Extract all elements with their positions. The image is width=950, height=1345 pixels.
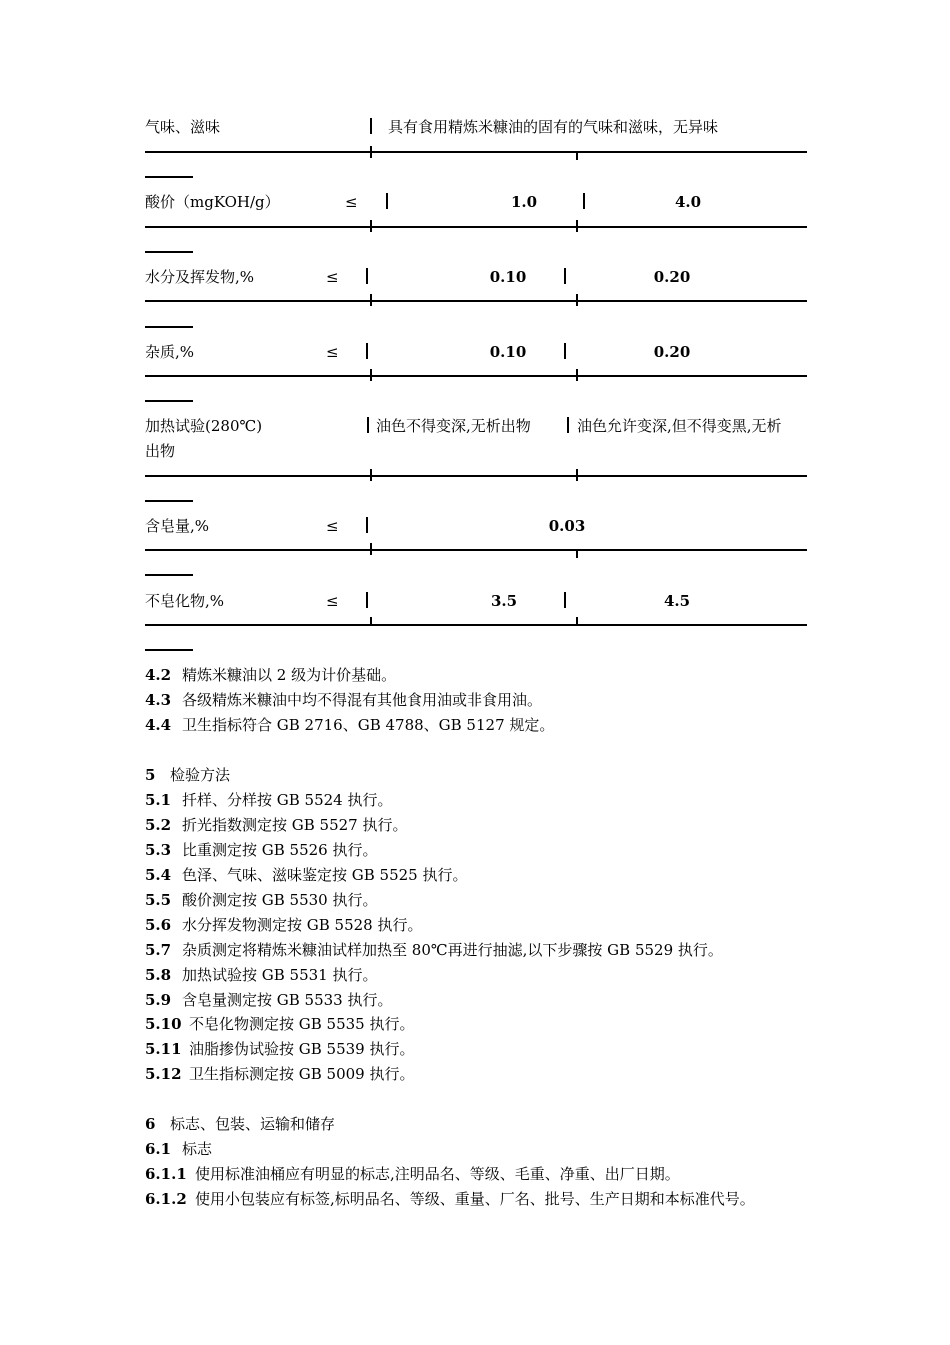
clause-text: 卫生指标测定按 GB 5009 执行。 [189, 1065, 415, 1083]
rule-stub [145, 326, 193, 328]
row-label: 水分及挥发物,% [145, 268, 255, 286]
row-label: 酸价（mgKOH/g） [145, 193, 280, 211]
clause-number: 5.10 [145, 1015, 182, 1033]
column-tick [370, 369, 372, 381]
table-rule [145, 624, 807, 626]
column-tick [576, 294, 578, 306]
le-symbol: ≤ [326, 592, 339, 610]
column-tick [370, 469, 372, 481]
grade2-value: 4.0 [674, 193, 702, 211]
rule-stub [145, 400, 193, 402]
clause-5-3 [145, 843, 377, 858]
rule-stub [145, 176, 193, 178]
clause-5-12 [145, 1067, 415, 1082]
table-rule [145, 475, 807, 477]
column-tick [370, 146, 372, 158]
clause-5-9 [145, 993, 392, 1008]
clause-4-2 [145, 668, 396, 683]
clause-5-8 [145, 968, 377, 983]
clause-number: 5.12 [145, 1065, 182, 1083]
column-divider [370, 118, 372, 134]
column-tick [576, 152, 578, 160]
row-label: 杂质,% [145, 343, 195, 361]
clause-number: 6.1 [145, 1140, 172, 1158]
clause-text: 酸价测定按 GB 5530 执行。 [182, 891, 378, 909]
clause-5-1 [145, 793, 392, 808]
column-tick [576, 617, 578, 625]
row-label-continued: 出物 [145, 442, 176, 460]
column-divider [366, 517, 368, 533]
clause-5-5 [145, 893, 377, 908]
clause-text: 油脂掺伪试验按 GB 5539 执行。 [189, 1040, 415, 1058]
row-label: 气味、滋味 [145, 118, 221, 136]
clause-number: 5.8 [145, 966, 172, 984]
row-value-span: 具有食用精炼米糠油的固有的气味和滋味，无异味 [388, 118, 719, 136]
clause-5-11 [145, 1042, 415, 1057]
section-number: 5 [145, 766, 156, 784]
clause-number: 5.9 [145, 991, 172, 1009]
clause-6-1-1 [145, 1167, 680, 1182]
column-divider [564, 592, 566, 608]
grade2-value: 4.5 [663, 592, 691, 610]
column-divider [366, 343, 368, 359]
column-tick [576, 369, 578, 381]
clause-5-4 [145, 868, 468, 883]
section-title: 标志、包装、运输和储存 [170, 1115, 336, 1133]
clause-number: 5.2 [145, 816, 172, 834]
clause-number: 4.2 [145, 666, 172, 684]
clause-number: 4.3 [145, 691, 172, 709]
section-heading [145, 1117, 335, 1132]
clause-text: 加热试验按 GB 5531 执行。 [182, 966, 378, 984]
table-rule [145, 151, 807, 153]
column-tick [576, 469, 578, 481]
clause-5-10 [145, 1017, 415, 1032]
column-divider [386, 193, 388, 209]
le-symbol: ≤ [326, 268, 339, 286]
clause-text: 精炼米糠油以 2 级为计价基础。 [182, 666, 397, 684]
clause-number: 4.4 [145, 716, 172, 734]
clause-number: 5.11 [145, 1040, 182, 1058]
grade2-value: 0.20 [653, 343, 691, 361]
clause-number: 6.1.2 [145, 1190, 187, 1208]
grade1-value: 0.10 [489, 343, 527, 361]
grade2-value: 油色允许变深,但不得变黑,无析 [577, 417, 782, 435]
rule-stub [145, 251, 193, 253]
le-symbol: ≤ [326, 517, 339, 535]
clause-5-6 [145, 918, 423, 933]
table-rule [145, 226, 807, 228]
clause-text: 各级精炼米糠油中均不得混有其他食用油或非食用油。 [182, 691, 543, 709]
column-divider [564, 268, 566, 284]
grade2-value: 0.20 [653, 268, 691, 286]
le-symbol: ≤ [326, 343, 339, 361]
clause-text: 标志 [182, 1140, 213, 1158]
clause-text: 卫生指标符合 GB 2716、GB 4788、GB 5127 规定。 [182, 716, 555, 734]
clause-number: 5.4 [145, 866, 172, 884]
column-divider [366, 268, 368, 284]
column-tick [370, 220, 372, 232]
rule-stub [145, 574, 193, 576]
clause-6-1 [145, 1142, 212, 1157]
clause-text: 扦样、分样按 GB 5524 执行。 [182, 791, 393, 809]
grade1-value: 3.5 [490, 592, 518, 610]
grade1-value: 油色不得变深,无析出物 [376, 417, 531, 435]
column-divider [564, 343, 566, 359]
le-symbol: ≤ [345, 193, 358, 211]
row-label: 不皂化物,% [145, 592, 225, 610]
table-rule [145, 300, 807, 302]
row-value-span: 0.03 [548, 517, 586, 535]
clause-text: 杂质测定将精炼米糠油试样加热至 80℃再进行抽滤,以下步骤按 GB 5529 执行。 [182, 941, 723, 959]
section-number: 6 [145, 1115, 156, 1133]
clause-text: 不皂化物测定按 GB 5535 执行。 [189, 1015, 415, 1033]
clause-5-2 [145, 818, 408, 833]
clause-text: 折光指数测定按 GB 5527 执行。 [182, 816, 408, 834]
clause-text: 色泽、气味、滋味鉴定按 GB 5525 执行。 [182, 866, 468, 884]
column-divider [583, 193, 585, 209]
section-title: 检验方法 [170, 766, 231, 784]
rule-stub [145, 649, 193, 651]
column-divider [367, 417, 369, 433]
clause-text: 使用标准油桶应有明显的标志,注明品名、等级、毛重、净重、出厂日期。 [195, 1165, 680, 1183]
column-tick [576, 550, 578, 558]
column-tick [370, 617, 372, 625]
rule-stub [145, 500, 193, 502]
column-tick [370, 294, 372, 306]
clause-number: 5.7 [145, 941, 172, 959]
table-rule [145, 375, 807, 377]
row-label: 含皂量,% [145, 517, 210, 535]
table-rule [145, 549, 807, 551]
clause-number: 5.5 [145, 891, 172, 909]
clause-text: 比重测定按 GB 5526 执行。 [182, 841, 378, 859]
clause-text: 水分挥发物测定按 GB 5528 执行。 [182, 916, 423, 934]
clause-4-4 [145, 718, 554, 733]
clause-number: 5.6 [145, 916, 172, 934]
column-tick [576, 220, 578, 232]
column-divider [366, 592, 368, 608]
column-tick [370, 543, 372, 555]
clause-number: 5.3 [145, 841, 172, 859]
clause-text: 含皂量测定按 GB 5533 执行。 [182, 991, 393, 1009]
clause-number: 6.1.1 [145, 1165, 187, 1183]
clause-4-3 [145, 693, 542, 708]
grade1-value: 0.10 [489, 268, 527, 286]
clause-5-7 [145, 943, 723, 958]
column-divider [567, 417, 569, 433]
clause-6-1-2 [145, 1192, 755, 1207]
row-label: 加热试验(280℃) [145, 417, 263, 435]
grade1-value: 1.0 [510, 193, 538, 211]
clause-number: 5.1 [145, 791, 172, 809]
section-heading [145, 768, 230, 783]
clause-text: 使用小包装应有标签,标明品名、等级、重量、厂名、批号、生产日期和本标准代号。 [195, 1190, 755, 1208]
